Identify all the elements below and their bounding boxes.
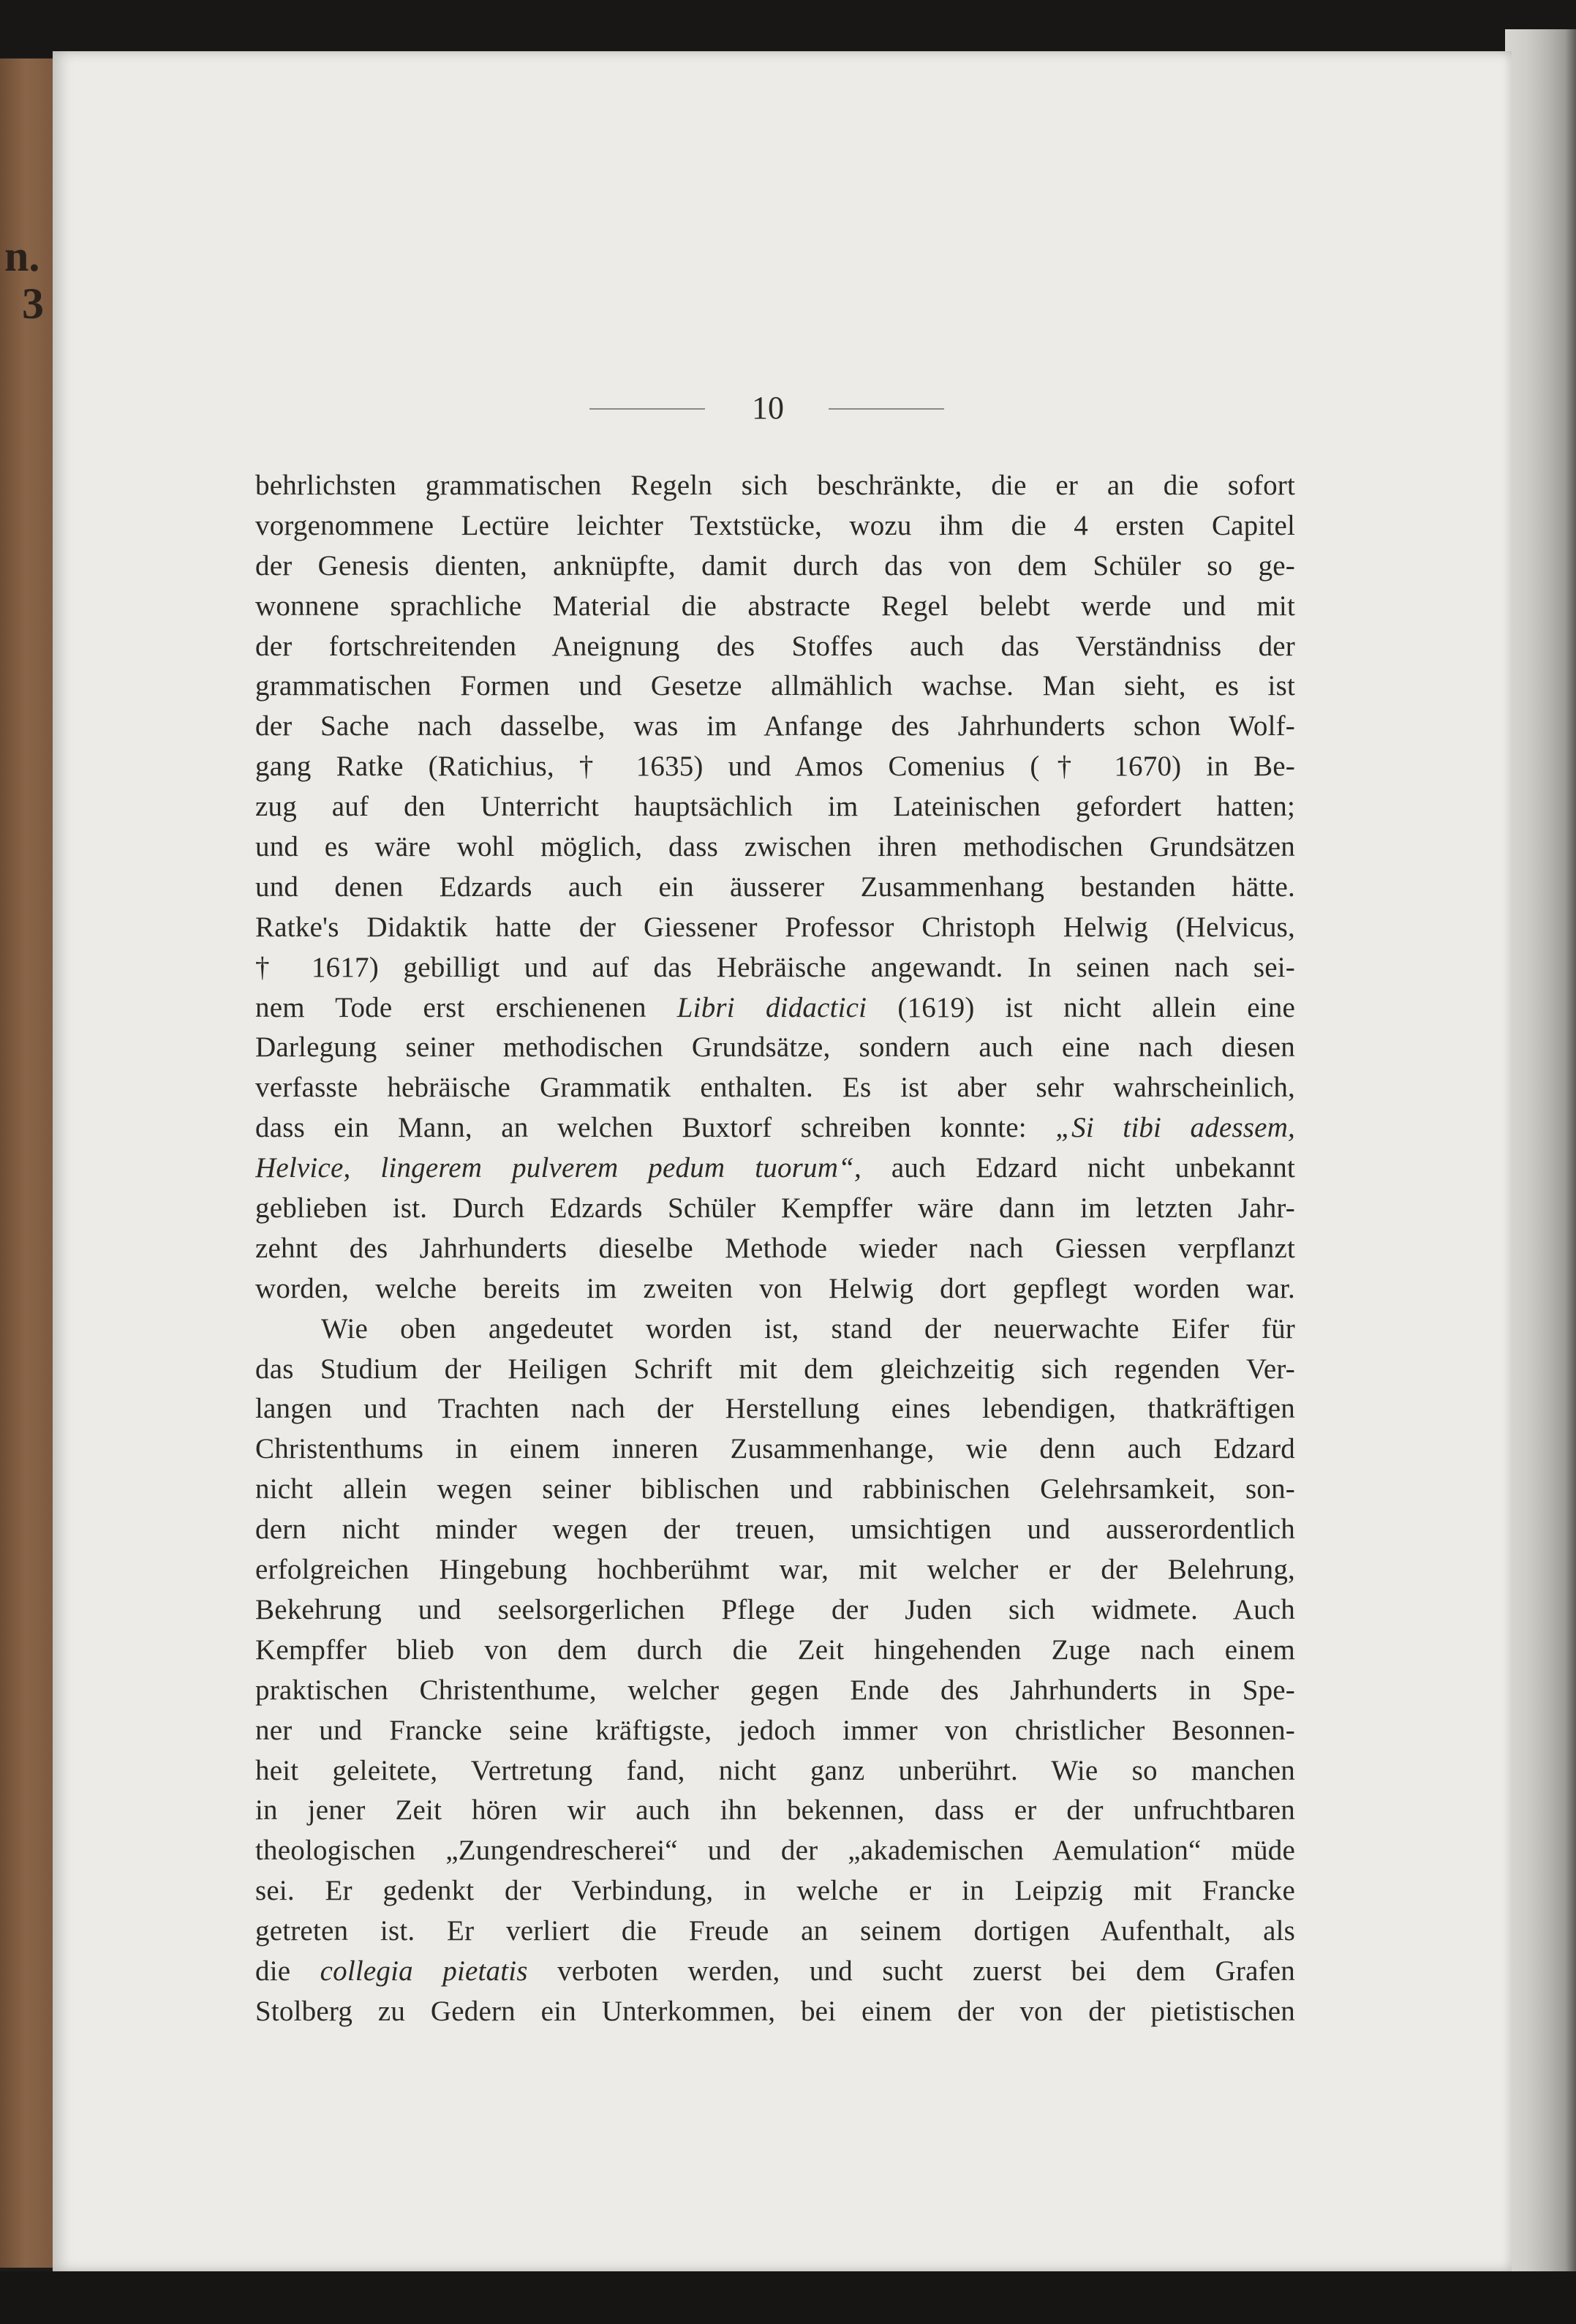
text-line: getreten ist. Er verliert die Freude an seinem dortigen Aufenthalt, als — [255, 1915, 1295, 1947]
page-header — [585, 386, 951, 430]
page-stack-edge — [1505, 29, 1576, 2290]
header-rule-right — [829, 408, 944, 410]
text-line: der fortschreitenden Aneignung des Stoffes auch das Verständniss der — [255, 630, 1295, 662]
text-line: zehnt des Jahrhunderts dieselbe Methode wieder nach Giessen verpflanzt — [255, 1232, 1295, 1264]
page-number: 10 — [752, 390, 784, 426]
text-line: worden, welche bereits im zweiten von Helwig dort gepflegt worden war. — [255, 1272, 1295, 1304]
text-line: theologischen „Zungendrescherei“ und der „akademischen Aemulation“ müde — [255, 1835, 1295, 1867]
text-line: wonnene sprachliche Material die abstracte Regel belebt werde und mit — [255, 590, 1295, 622]
text-line: nicht allein wegen seiner biblischen und rabbinischen Gelehrsamkeit, son- — [255, 1473, 1295, 1505]
text-line: praktischen Christenthume, welcher gegen Ende des Jahrhunderts in Spe- — [255, 1674, 1295, 1706]
text-line: grammatischen Formen und Gesetze allmählich wachse. Man sieht, es ist — [255, 670, 1295, 702]
text-line-italic: Helvice, lingerem pulverem pedum tuorum“, auch Edzard nicht unbekannt — [255, 1152, 1295, 1184]
header-rule-left — [589, 408, 705, 410]
text-line-italic: dass ein Mann, an welchen Buxtorf schreiben konnte: „Si tibi adessem, — [255, 1112, 1295, 1144]
text-line: Ratke's Didaktik hatte der Giessener Professor Christoph Helwig (Helvicus, — [255, 911, 1295, 943]
text-line: Christenthums in einem inneren Zusammenhange, wie denn auch Edzard — [255, 1433, 1295, 1465]
italic-phrase: Helvice, lingerem pulverem pedum tuorum“, — [255, 1152, 861, 1184]
text-line-italic: nem Tode erst erschienenen Libri didactici (1619) ist nicht allein eine — [255, 991, 1295, 1023]
text-line: sei. Er gedenkt der Verbindung, in welche er in Leipzig mit Francke — [255, 1875, 1295, 1907]
text-line-italic: die collegia pietatis verboten werden, und sucht zuerst bei dem Grafen — [255, 1955, 1295, 1987]
scan-background-bottom — [0, 2271, 1576, 2324]
text-line: behrlichsten grammatischen Regeln sich beschränkte, die er an die sofort — [255, 470, 1295, 501]
text-line: Kempffer blieb von dem durch die Zeit hingehenden Zuge nach einem — [255, 1633, 1295, 1666]
text-line: in jener Zeit hören wir auch ihn bekennen, dass er der unfruchtbaren — [255, 1794, 1295, 1827]
text-line: dern nicht minder wegen der treuen, umsichtigen und ausserordentlich — [255, 1513, 1295, 1546]
text-line: heit geleitete, Vertretung fand, nicht ganz unberührt. Wie so manchen — [255, 1754, 1295, 1786]
italic-phrase: „Si tibi adessem, — [1055, 1112, 1295, 1144]
italic-phrase: collegia pietatis — [320, 1955, 528, 1987]
text-line: langen und Trachten nach der Herstellung eines lebendigen, thatkräftigen — [255, 1393, 1295, 1425]
body-text — [255, 466, 1295, 2032]
text-line: geblieben ist. Durch Edzards Schüler Kempffer wäre dann im letzten Jahr- — [255, 1192, 1295, 1225]
binding-mark: 3 — [22, 279, 44, 328]
text-line: und es wäre wohl möglich, dass zwischen ihren methodischen Grundsätzen — [255, 831, 1295, 863]
text-line: verfasste hebräische Grammatik enthalten. Es ist aber sehr wahrscheinlich, — [255, 1072, 1295, 1104]
text-line: das Studium der Heiligen Schrift mit dem gleichzeitig sich regenden Ver- — [255, 1353, 1295, 1385]
text-line: gang Ratke (Ratichius, † 1635) und Amos Comenius († 1670) in Be- — [255, 751, 1295, 783]
text-line: † 1617) gebilligt und auf das Hebräische angewandt. In seinen nach sei- — [255, 951, 1295, 983]
italic-phrase: Libri didactici — [676, 991, 867, 1023]
text-line: der Sache nach dasselbe, was im Anfange des Jahrhunderts schon Wolf- — [255, 710, 1295, 742]
binding-mark: n. — [4, 232, 40, 280]
text-line: erfolgreichen Hingebung hochberühmt war, mit welcher er der Belehrung, — [255, 1554, 1295, 1586]
text-line: Stolberg zu Gedern ein Unterkommen, bei einem der von der pietistischen — [255, 1995, 1295, 2027]
text-line: Bekehrung und seelsorgerlichen Pflege der Juden sich widmete. Auch — [255, 1593, 1295, 1625]
text-line: zug auf den Unterricht hauptsächlich im Lateinischen gefordert hatten; — [255, 791, 1295, 823]
text-line: ner und Francke seine kräftigste, jedoch immer von christlicher Besonnen- — [255, 1714, 1295, 1746]
paragraph-start-line: Wie oben angedeutet worden ist, stand der neuerwachte Eifer für — [321, 1312, 1295, 1345]
scan-background-top — [0, 0, 1576, 57]
text-line: vorgenommene Lectüre leichter Textstücke, wozu ihm die 4 ersten Capitel — [255, 509, 1295, 541]
text-line: Darlegung seiner methodischen Grundsätze, sondern auch eine nach diesen — [255, 1031, 1295, 1064]
text-line: und denen Edzards auch ein äusserer Zusammenhang bestanden hätte. — [255, 870, 1295, 903]
text-line: der Genesis dienten, anknüpfte, damit durch das von dem Schüler so ge- — [255, 549, 1295, 582]
